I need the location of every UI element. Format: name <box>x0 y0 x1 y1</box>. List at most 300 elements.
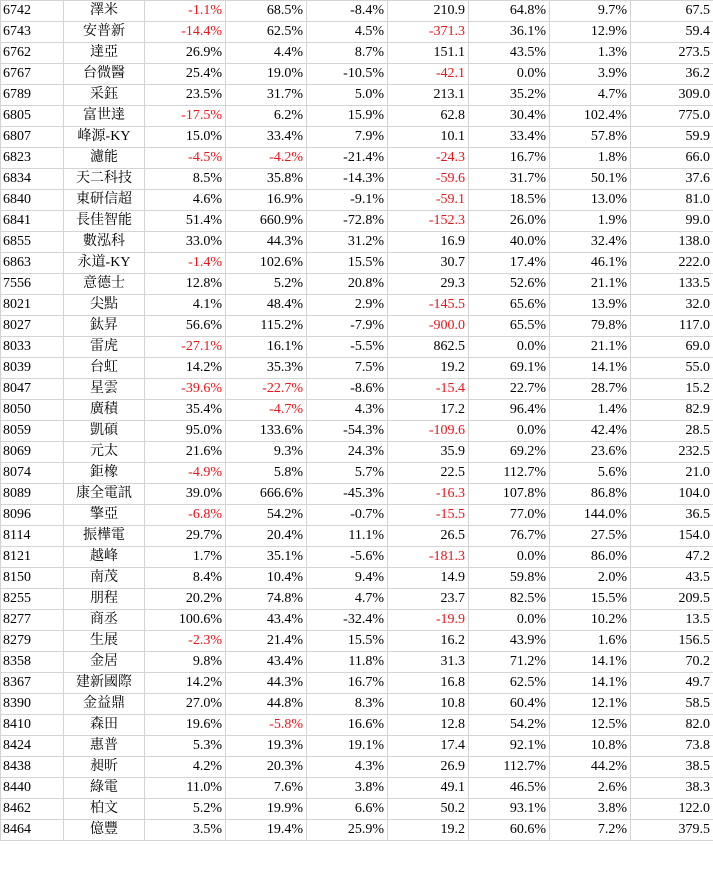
metric-4-cell: 16.2 <box>388 631 469 652</box>
metric-3-cell: -0.7% <box>307 505 388 526</box>
metric-4-cell: -152.3 <box>388 211 469 232</box>
metric-2-cell: 19.0% <box>226 64 307 85</box>
metric-5-cell: 76.7% <box>469 526 550 547</box>
table-row <box>1 694 713 715</box>
metric-5-cell: 31.7% <box>469 169 550 190</box>
table-row <box>1 211 713 232</box>
stock-code-cell: 8074 <box>1 463 64 484</box>
metric-5-cell: 62.5% <box>469 673 550 694</box>
metric-1-cell: 4.6% <box>145 190 226 211</box>
table-body <box>1 1 713 841</box>
stock-code-cell: 8410 <box>1 715 64 736</box>
metric-7-cell: 775.0 <box>631 106 713 127</box>
stock-code-cell: 8027 <box>1 316 64 337</box>
metric-4-cell: 862.5 <box>388 337 469 358</box>
table-row <box>1 274 713 295</box>
metric-2-cell: 35.3% <box>226 358 307 379</box>
metric-3-cell: 4.3% <box>307 757 388 778</box>
stock-code-cell: 6823 <box>1 148 64 169</box>
metric-7-cell: 156.5 <box>631 631 713 652</box>
table-row <box>1 463 713 484</box>
table-row <box>1 589 713 610</box>
table-row <box>1 106 713 127</box>
metric-1-cell: 3.5% <box>145 820 226 841</box>
stock-code-cell: 8059 <box>1 421 64 442</box>
metric-3-cell: 15.9% <box>307 106 388 127</box>
metric-5-cell: 46.5% <box>469 778 550 799</box>
metric-4-cell: 17.4 <box>388 736 469 757</box>
table-row <box>1 526 713 547</box>
metric-3-cell: 7.9% <box>307 127 388 148</box>
table-row <box>1 316 713 337</box>
metric-2-cell: -4.7% <box>226 400 307 421</box>
metric-3-cell: 8.7% <box>307 43 388 64</box>
metric-6-cell: 14.1% <box>550 673 631 694</box>
metric-2-cell: 19.4% <box>226 820 307 841</box>
metric-2-cell: 4.4% <box>226 43 307 64</box>
stock-code-cell: 6841 <box>1 211 64 232</box>
metric-3-cell: 20.8% <box>307 274 388 295</box>
metric-3-cell: 5.0% <box>307 85 388 106</box>
metric-7-cell: 209.5 <box>631 589 713 610</box>
metric-1-cell: -4.5% <box>145 148 226 169</box>
metric-7-cell: 43.5 <box>631 568 713 589</box>
metric-2-cell: 102.6% <box>226 253 307 274</box>
metric-6-cell: 1.4% <box>550 400 631 421</box>
metric-1-cell: -39.6% <box>145 379 226 400</box>
metric-3-cell: -14.3% <box>307 169 388 190</box>
metric-3-cell: 11.8% <box>307 652 388 673</box>
metric-2-cell: -22.7% <box>226 379 307 400</box>
metric-7-cell: 38.5 <box>631 757 713 778</box>
metric-3-cell: 19.1% <box>307 736 388 757</box>
metric-5-cell: 60.4% <box>469 694 550 715</box>
metric-6-cell: 10.2% <box>550 610 631 631</box>
stock-name-cell: 意德士 <box>64 274 145 295</box>
metric-7-cell: 15.2 <box>631 379 713 400</box>
metric-6-cell: 28.7% <box>550 379 631 400</box>
metric-5-cell: 65.6% <box>469 295 550 316</box>
stock-code-cell: 6840 <box>1 190 64 211</box>
metric-6-cell: 2.0% <box>550 568 631 589</box>
metric-1-cell: 15.0% <box>145 127 226 148</box>
metric-3-cell: 6.6% <box>307 799 388 820</box>
stock-name-cell: 采鈺 <box>64 85 145 106</box>
metric-4-cell: 49.1 <box>388 778 469 799</box>
metric-2-cell: 16.9% <box>226 190 307 211</box>
metric-5-cell: 82.5% <box>469 589 550 610</box>
metric-5-cell: 35.2% <box>469 85 550 106</box>
metric-5-cell: 69.1% <box>469 358 550 379</box>
metric-4-cell: -109.6 <box>388 421 469 442</box>
metric-1-cell: 25.4% <box>145 64 226 85</box>
table-row <box>1 64 713 85</box>
stock-name-cell: 康全電訊 <box>64 484 145 505</box>
metric-5-cell: 16.7% <box>469 148 550 169</box>
table-row <box>1 820 713 841</box>
metric-6-cell: 32.4% <box>550 232 631 253</box>
metric-6-cell: 9.7% <box>550 1 631 22</box>
table-row <box>1 1 713 22</box>
metric-3-cell: -10.5% <box>307 64 388 85</box>
metric-7-cell: 67.5 <box>631 1 713 22</box>
stock-name-cell: 富世達 <box>64 106 145 127</box>
stock-code-cell: 8121 <box>1 547 64 568</box>
metric-4-cell: -15.5 <box>388 505 469 526</box>
metric-5-cell: 59.8% <box>469 568 550 589</box>
metric-1-cell: 56.6% <box>145 316 226 337</box>
stock-name-cell: 元太 <box>64 442 145 463</box>
metric-6-cell: 3.9% <box>550 64 631 85</box>
metric-4-cell: 12.8 <box>388 715 469 736</box>
metric-5-cell: 112.7% <box>469 463 550 484</box>
table-row <box>1 148 713 169</box>
metric-7-cell: 36.5 <box>631 505 713 526</box>
metric-6-cell: 44.2% <box>550 757 631 778</box>
metric-1-cell: 100.6% <box>145 610 226 631</box>
stock-code-cell: 6834 <box>1 169 64 190</box>
metric-7-cell: 32.0 <box>631 295 713 316</box>
stock-code-cell: 8114 <box>1 526 64 547</box>
stock-name-cell: 鈦昇 <box>64 316 145 337</box>
metric-1-cell: 14.2% <box>145 358 226 379</box>
metric-2-cell: 19.9% <box>226 799 307 820</box>
metric-2-cell: 44.3% <box>226 673 307 694</box>
metric-5-cell: 43.9% <box>469 631 550 652</box>
metric-2-cell: 7.6% <box>226 778 307 799</box>
metric-6-cell: 13.0% <box>550 190 631 211</box>
metric-1-cell: -6.8% <box>145 505 226 526</box>
metric-2-cell: 43.4% <box>226 610 307 631</box>
metric-7-cell: 99.0 <box>631 211 713 232</box>
metric-1-cell: 4.1% <box>145 295 226 316</box>
metric-6-cell: 1.3% <box>550 43 631 64</box>
table-row <box>1 547 713 568</box>
stock-name-cell: 金居 <box>64 652 145 673</box>
metric-5-cell: 112.7% <box>469 757 550 778</box>
table-row <box>1 295 713 316</box>
metric-1-cell: 12.8% <box>145 274 226 295</box>
metric-7-cell: 69.0 <box>631 337 713 358</box>
metric-4-cell: -145.5 <box>388 295 469 316</box>
metric-3-cell: -72.8% <box>307 211 388 232</box>
stock-code-cell: 8096 <box>1 505 64 526</box>
metric-7-cell: 82.0 <box>631 715 713 736</box>
metric-2-cell: 6.2% <box>226 106 307 127</box>
stock-name-cell: 台虹 <box>64 358 145 379</box>
metric-3-cell: -5.5% <box>307 337 388 358</box>
metric-6-cell: 14.1% <box>550 358 631 379</box>
metric-3-cell: 16.6% <box>307 715 388 736</box>
metric-5-cell: 43.5% <box>469 43 550 64</box>
table-row <box>1 379 713 400</box>
table-row <box>1 43 713 64</box>
metric-6-cell: 14.1% <box>550 652 631 673</box>
metric-1-cell: -27.1% <box>145 337 226 358</box>
metric-6-cell: 12.5% <box>550 715 631 736</box>
stock-code-cell: 6767 <box>1 64 64 85</box>
table-row <box>1 232 713 253</box>
metric-4-cell: 17.2 <box>388 400 469 421</box>
stock-name-cell: 振樺電 <box>64 526 145 547</box>
metric-5-cell: 18.5% <box>469 190 550 211</box>
metric-3-cell: -8.4% <box>307 1 388 22</box>
metric-4-cell: -42.1 <box>388 64 469 85</box>
stock-name-cell: 擎亞 <box>64 505 145 526</box>
metric-6-cell: 7.2% <box>550 820 631 841</box>
table-row <box>1 421 713 442</box>
stock-name-cell: 東研信超 <box>64 190 145 211</box>
stock-name-cell: 澤米 <box>64 1 145 22</box>
stock-code-cell: 8390 <box>1 694 64 715</box>
stock-name-cell: 廣積 <box>64 400 145 421</box>
metric-1-cell: -14.4% <box>145 22 226 43</box>
stock-name-cell: 惠普 <box>64 736 145 757</box>
metric-6-cell: 21.1% <box>550 274 631 295</box>
metric-2-cell: 44.3% <box>226 232 307 253</box>
metric-3-cell: 11.1% <box>307 526 388 547</box>
metric-2-cell: 5.8% <box>226 463 307 484</box>
metric-4-cell: 30.7 <box>388 253 469 274</box>
metric-4-cell: 19.2 <box>388 820 469 841</box>
stock-code-cell: 8440 <box>1 778 64 799</box>
metric-2-cell: 62.5% <box>226 22 307 43</box>
metric-5-cell: 60.6% <box>469 820 550 841</box>
stock-name-cell: 昶昕 <box>64 757 145 778</box>
stock-code-cell: 6762 <box>1 43 64 64</box>
metric-7-cell: 47.2 <box>631 547 713 568</box>
metric-6-cell: 21.1% <box>550 337 631 358</box>
stock-name-cell: 濾能 <box>64 148 145 169</box>
metric-3-cell: 31.2% <box>307 232 388 253</box>
stock-code-cell: 8050 <box>1 400 64 421</box>
metric-6-cell: 1.8% <box>550 148 631 169</box>
metric-4-cell: -181.3 <box>388 547 469 568</box>
metric-7-cell: 21.0 <box>631 463 713 484</box>
metric-6-cell: 1.9% <box>550 211 631 232</box>
stock-name-cell: 台微醫 <box>64 64 145 85</box>
metric-7-cell: 379.5 <box>631 820 713 841</box>
metric-1-cell: 20.2% <box>145 589 226 610</box>
metric-1-cell: 19.6% <box>145 715 226 736</box>
metric-2-cell: 10.4% <box>226 568 307 589</box>
metric-4-cell: -24.3 <box>388 148 469 169</box>
metric-3-cell: 4.3% <box>307 400 388 421</box>
metric-1-cell: 9.8% <box>145 652 226 673</box>
metric-4-cell: 16.9 <box>388 232 469 253</box>
metric-2-cell: 74.8% <box>226 589 307 610</box>
metric-5-cell: 0.0% <box>469 421 550 442</box>
stock-name-cell: 綠電 <box>64 778 145 799</box>
metric-2-cell: 5.2% <box>226 274 307 295</box>
metric-4-cell: -19.9 <box>388 610 469 631</box>
table-row <box>1 610 713 631</box>
stock-name-cell: 生展 <box>64 631 145 652</box>
stock-name-cell: 南茂 <box>64 568 145 589</box>
metric-4-cell: 213.1 <box>388 85 469 106</box>
metric-6-cell: 3.8% <box>550 799 631 820</box>
metric-5-cell: 0.0% <box>469 610 550 631</box>
metric-4-cell: -900.0 <box>388 316 469 337</box>
metric-4-cell: 31.3 <box>388 652 469 673</box>
metric-3-cell: 16.7% <box>307 673 388 694</box>
metric-2-cell: 43.4% <box>226 652 307 673</box>
metric-7-cell: 154.0 <box>631 526 713 547</box>
metric-7-cell: 222.0 <box>631 253 713 274</box>
metric-5-cell: 65.5% <box>469 316 550 337</box>
metric-6-cell: 79.8% <box>550 316 631 337</box>
table-row <box>1 442 713 463</box>
metric-7-cell: 38.3 <box>631 778 713 799</box>
metric-7-cell: 70.2 <box>631 652 713 673</box>
metric-1-cell: -1.4% <box>145 253 226 274</box>
metric-1-cell: 51.4% <box>145 211 226 232</box>
metric-3-cell: -8.6% <box>307 379 388 400</box>
metric-4-cell: 23.7 <box>388 589 469 610</box>
metric-3-cell: 15.5% <box>307 253 388 274</box>
metric-7-cell: 59.4 <box>631 22 713 43</box>
metric-3-cell: -45.3% <box>307 484 388 505</box>
metric-1-cell: 35.4% <box>145 400 226 421</box>
stock-code-cell: 8033 <box>1 337 64 358</box>
metric-5-cell: 26.0% <box>469 211 550 232</box>
table-row <box>1 715 713 736</box>
table-row <box>1 400 713 421</box>
metric-6-cell: 13.9% <box>550 295 631 316</box>
metric-1-cell: 1.7% <box>145 547 226 568</box>
metric-3-cell: 5.7% <box>307 463 388 484</box>
metric-1-cell: 29.7% <box>145 526 226 547</box>
metric-7-cell: 49.7 <box>631 673 713 694</box>
metric-3-cell: 3.8% <box>307 778 388 799</box>
stock-name-cell: 鉅橡 <box>64 463 145 484</box>
metric-1-cell: -1.1% <box>145 1 226 22</box>
stock-code-cell: 8039 <box>1 358 64 379</box>
metric-7-cell: 104.0 <box>631 484 713 505</box>
metric-1-cell: 39.0% <box>145 484 226 505</box>
stock-name-cell: 星雲 <box>64 379 145 400</box>
stock-name-cell: 森田 <box>64 715 145 736</box>
stock-code-cell: 8464 <box>1 820 64 841</box>
stock-name-cell: 天二科技 <box>64 169 145 190</box>
table-row <box>1 799 713 820</box>
metric-2-cell: 35.1% <box>226 547 307 568</box>
stock-name-cell: 尖點 <box>64 295 145 316</box>
metric-1-cell: 4.2% <box>145 757 226 778</box>
metric-4-cell: 151.1 <box>388 43 469 64</box>
metric-1-cell: 33.0% <box>145 232 226 253</box>
metric-5-cell: 54.2% <box>469 715 550 736</box>
table-row <box>1 22 713 43</box>
table-row <box>1 85 713 106</box>
metric-5-cell: 0.0% <box>469 64 550 85</box>
metric-4-cell: 22.5 <box>388 463 469 484</box>
metric-6-cell: 2.6% <box>550 778 631 799</box>
stock-name-cell: 億豐 <box>64 820 145 841</box>
table-row <box>1 568 713 589</box>
metric-7-cell: 117.0 <box>631 316 713 337</box>
metric-2-cell: 9.3% <box>226 442 307 463</box>
metric-2-cell: 33.4% <box>226 127 307 148</box>
metric-5-cell: 0.0% <box>469 337 550 358</box>
metric-1-cell: -4.9% <box>145 463 226 484</box>
metric-2-cell: 31.7% <box>226 85 307 106</box>
table-row <box>1 337 713 358</box>
metric-7-cell: 133.5 <box>631 274 713 295</box>
metric-6-cell: 27.5% <box>550 526 631 547</box>
metric-4-cell: 210.9 <box>388 1 469 22</box>
metric-7-cell: 82.9 <box>631 400 713 421</box>
metric-5-cell: 17.4% <box>469 253 550 274</box>
metric-3-cell: 7.5% <box>307 358 388 379</box>
table-row <box>1 190 713 211</box>
metric-1-cell: -2.3% <box>145 631 226 652</box>
metric-2-cell: 115.2% <box>226 316 307 337</box>
stock-code-cell: 8150 <box>1 568 64 589</box>
metric-1-cell: 14.2% <box>145 673 226 694</box>
metric-5-cell: 69.2% <box>469 442 550 463</box>
metric-1-cell: 11.0% <box>145 778 226 799</box>
metric-2-cell: -5.8% <box>226 715 307 736</box>
table-row <box>1 358 713 379</box>
metric-7-cell: 66.0 <box>631 148 713 169</box>
metric-5-cell: 92.1% <box>469 736 550 757</box>
metric-5-cell: 64.8% <box>469 1 550 22</box>
table-row <box>1 736 713 757</box>
metric-2-cell: 35.8% <box>226 169 307 190</box>
metric-4-cell: -59.1 <box>388 190 469 211</box>
metric-6-cell: 10.8% <box>550 736 631 757</box>
stock-code-cell: 7556 <box>1 274 64 295</box>
metric-7-cell: 58.5 <box>631 694 713 715</box>
metric-2-cell: 20.4% <box>226 526 307 547</box>
table-row <box>1 127 713 148</box>
metric-3-cell: -9.1% <box>307 190 388 211</box>
stock-code-cell: 6855 <box>1 232 64 253</box>
metric-2-cell: 48.4% <box>226 295 307 316</box>
metric-4-cell: 10.1 <box>388 127 469 148</box>
metric-4-cell: 29.3 <box>388 274 469 295</box>
stock-code-cell: 8047 <box>1 379 64 400</box>
stock-code-cell: 8255 <box>1 589 64 610</box>
metric-4-cell: 50.2 <box>388 799 469 820</box>
metric-6-cell: 4.7% <box>550 85 631 106</box>
stock-name-cell: 達亞 <box>64 43 145 64</box>
metric-3-cell: -54.3% <box>307 421 388 442</box>
metric-5-cell: 96.4% <box>469 400 550 421</box>
metric-3-cell: 25.9% <box>307 820 388 841</box>
stock-code-cell: 6789 <box>1 85 64 106</box>
metric-7-cell: 55.0 <box>631 358 713 379</box>
metric-3-cell: 24.3% <box>307 442 388 463</box>
stock-code-cell: 8021 <box>1 295 64 316</box>
metric-2-cell: 68.5% <box>226 1 307 22</box>
metric-1-cell: 5.3% <box>145 736 226 757</box>
table-row <box>1 169 713 190</box>
stock-name-cell: 數泓科 <box>64 232 145 253</box>
metric-1-cell: -17.5% <box>145 106 226 127</box>
metric-4-cell: 26.5 <box>388 526 469 547</box>
metric-3-cell: -5.6% <box>307 547 388 568</box>
metric-5-cell: 40.0% <box>469 232 550 253</box>
table-row <box>1 757 713 778</box>
metric-6-cell: 1.6% <box>550 631 631 652</box>
metric-1-cell: 8.4% <box>145 568 226 589</box>
stock-code-cell: 6742 <box>1 1 64 22</box>
metric-4-cell: 35.9 <box>388 442 469 463</box>
stock-code-cell: 6863 <box>1 253 64 274</box>
metric-3-cell: -7.9% <box>307 316 388 337</box>
